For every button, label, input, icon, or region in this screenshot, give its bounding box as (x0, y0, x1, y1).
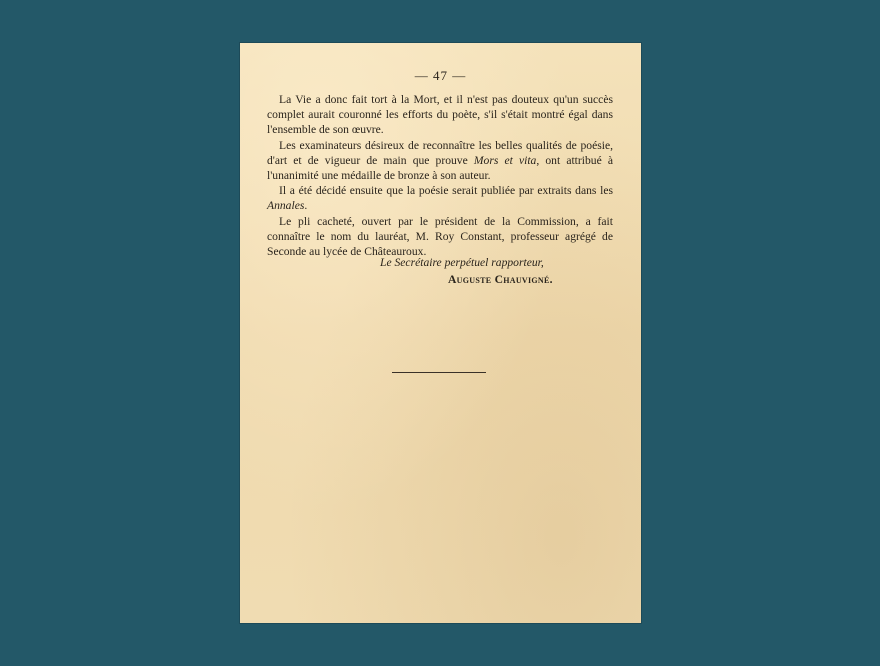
body-text (267, 92, 613, 259)
paragraph-3-text-end: . (304, 199, 308, 213)
paragraph-2-text-end: , ont attribué à l'unanimité une médaille de bronze à son auteur. (267, 153, 613, 183)
paragraph-3 (267, 183, 613, 213)
paragraph-3-text-start: Il a été décidé ensuite que la poésie serait publiée par extraits dans les (279, 184, 613, 198)
signature-name: Auguste Chauvigné. (448, 273, 553, 286)
signature-block (380, 254, 600, 288)
document-page (240, 43, 641, 623)
paragraph-2-title-italic: Mors et vita (473, 153, 537, 167)
paragraph-2-text-start: Les examinateurs désireux de reconnaître les belles qualités de poésie, d'art et de vigueur de main que prouve (267, 138, 613, 167)
signature-role: Le Secrétaire perpétuel rapporteur, (380, 256, 544, 269)
paragraph-4: Le pli cacheté, ouvert par le président de la Commission, a fait connaître le nom du lauréat, M. Roy Constant, professeur agrégé de Seconde au lycée de Châteauroux. (267, 214, 613, 259)
page-number: — 47 — (414, 68, 467, 83)
paragraph-2 (267, 138, 613, 184)
paragraph-3-title-italic: Annales (267, 199, 305, 213)
paragraph-1: La Vie a donc fait tort à la Mort, et il n'est pas douteux qu'un succès complet aurait couronné les efforts du poète, s'il s'était montré égal dans l'ensemble de son œuvre. (267, 93, 613, 137)
divider-rule (392, 372, 486, 373)
